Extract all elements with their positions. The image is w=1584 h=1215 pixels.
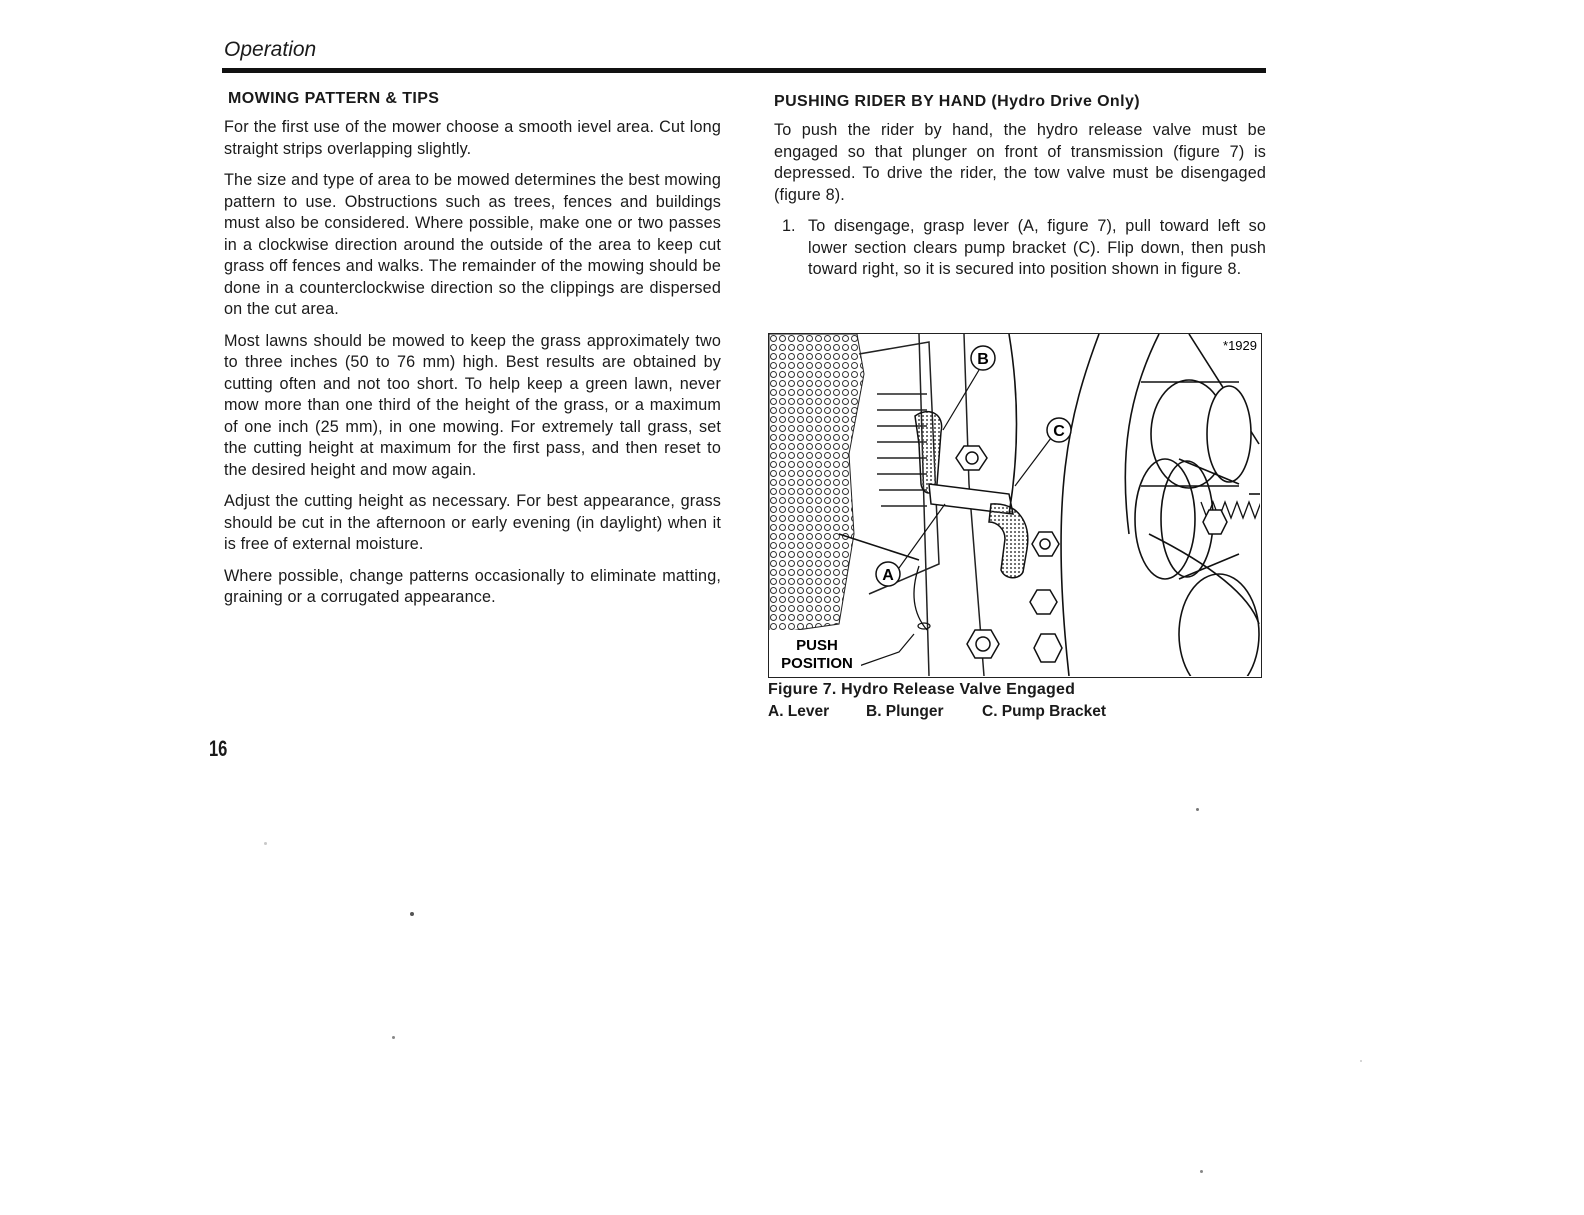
mowing-paragraph-5: Where possible, change patterns occasionally to eliminate matting, graining or a corrugated appearance. (224, 566, 721, 606)
scan-speckle (410, 912, 414, 916)
page-number: 16 (209, 736, 228, 761)
mowing-paragraph-2: The size and type of area to be mowed determines the best mowing pattern to use. Obstructions such as trees, fences and buildings must also be considered. Where possible, make one or two passes in a clockwise direction around the outside of the area to keep cut grass off fences and walks. The remainder of the mowing should be done in a counterclockwise direction so the clippings are dispersed on the cut area. (224, 171, 721, 318)
mowing-paragraph-1: For the first use of the mower choose a smooth ievel area. Cut long straight strips overlapping slightly. (224, 118, 721, 158)
hydro-valve-drawing (769, 334, 1260, 676)
figure-caption: Figure 7. Hydro Release Valve Engaged (768, 681, 1076, 698)
callout-b: B (977, 351, 989, 368)
scan-speckle (264, 842, 267, 845)
figure-7-illustration (768, 333, 1262, 678)
scan-speckle (392, 1036, 395, 1039)
scan-speckle (1200, 1170, 1203, 1173)
step-1 (782, 216, 1266, 281)
pushing-intro: To push the rider by hand, the hydro release valve must be engaged so that plunger on front of transmission (figure 7) is depressed. To drive the rider, the tow valve must be disengaged (figure 8). (774, 121, 1266, 204)
left-column (224, 90, 721, 619)
header-rule (222, 68, 1266, 73)
section-label: Operation (224, 38, 317, 61)
mowing-heading: MOWING PATTERN & TIPS (228, 90, 440, 107)
push-label-line2: POSITION (781, 655, 853, 672)
step-text: To disengage, grasp lever (A, figure 7), pull toward left so lower section clears pump bracket (C). Flip down, then push toward right, so it is secured into position shown in figure 8. (808, 217, 1266, 278)
legend-lever: A. Lever (768, 703, 830, 720)
mowing-paragraph-4: Adjust the cutting height as necessary. For best appearance, grass should be cut in the afternoon or early evening (in daylight) when it is free of external moisture. (224, 492, 721, 553)
right-column (774, 93, 1266, 281)
push-label-line1: PUSH (796, 637, 838, 654)
mowing-paragraph-3: Most lawns should be mowed to keep the grass approximately two to three inches (50 to 76 mm) high. Best results are obtained by cutting often and not too short. To help keep a green lawn, never mow more than one third of the height of the grass, or a maximum of one inch (25 mm), in one mowing. For extremely tall grass, set the cutting height at maximum for the first pass, and then reset to the desired height and mow again. (224, 331, 721, 479)
scan-speckle (1196, 808, 1199, 811)
scan-speckle (1360, 1060, 1362, 1062)
pushing-heading: PUSHING RIDER BY HAND (Hydro Drive Only) (774, 93, 1140, 110)
legend-plunger: B. Plunger (866, 703, 944, 720)
figure-legend (768, 703, 1106, 721)
callout-c: C (1053, 423, 1065, 440)
figure-id-mark: *1929 (1223, 338, 1257, 353)
step-number: 1. (782, 217, 796, 235)
callout-a: A (882, 567, 894, 584)
legend-pump-bracket: C. Pump Bracket (982, 703, 1107, 720)
